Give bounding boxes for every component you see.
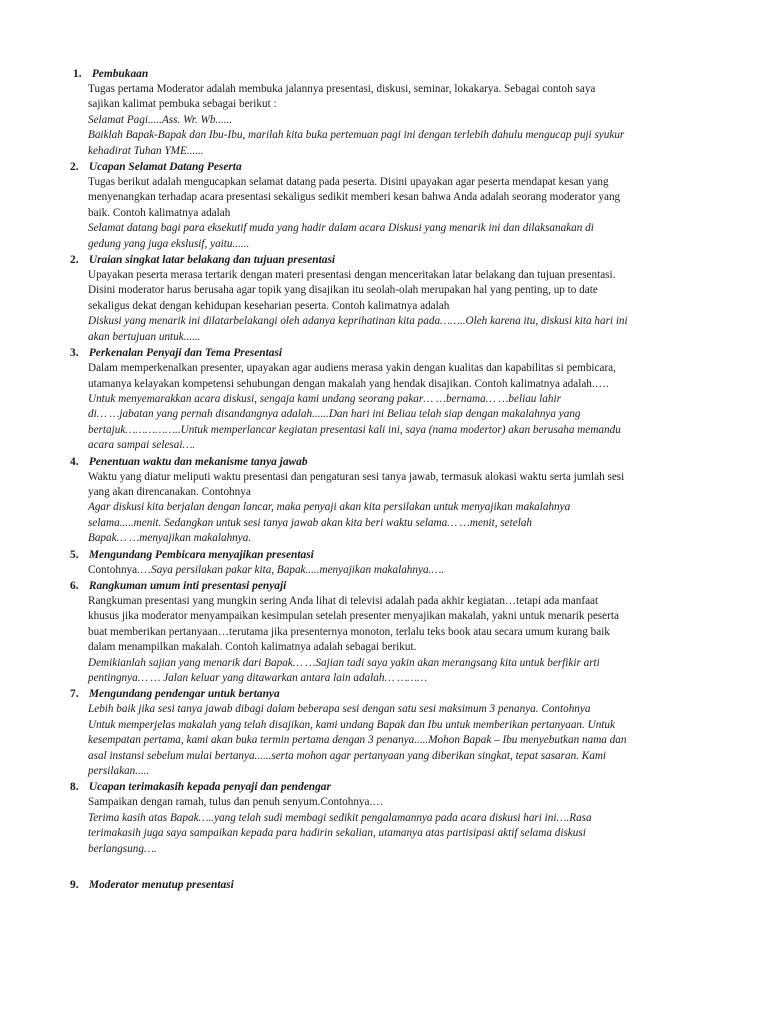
section-title: Penentuan waktu dan mekanisme tanya jawab bbox=[86, 455, 308, 468]
body-paragraph: Rangkuman presentasi yang mungkin sering Anda lihat di televisi adalah pada akhir kegiatan…tetapi ada manfaat khusus jika moderator menyampaikan kesimpulan setelah presenter menyajikan makalah, yakni untuk menarik peserta buat memberikan pertanyaan…terutama jika presenternya monoton, terlalu teks book atau secara umum kurang baik dalam menampilkan makalah. Contoh kalimatnya adalah sebagai berikut. bbox=[88, 594, 619, 654]
section-number: 9. bbox=[70, 879, 79, 892]
example-paragraph: Agar diskusi kita berjalan dengan lancar, maka penyaji akan kita persilakan untuk menyajikan makalahnya selama.....menit. Sedangkan untuk sesi tanya jawab akan kita beri waktu selama… …menit, setelah Bapak… …menyajikan makalahnya. bbox=[88, 501, 571, 545]
section-title: Rangkuman umum inti presentasi penyaji bbox=[86, 579, 287, 592]
section-number: 2. bbox=[70, 254, 79, 267]
body-paragraph: Tugas berikut adalah mengucapkan selamat datang pada peserta. Disini upayakan agar peserta mendapat kesan yang menyenangkan terhadap acara presentasi sekaligus sedikit memberi kesan bahwa Anda adalah seorang moderator yang baik. Contoh kalimatnya adalah bbox=[88, 176, 621, 219]
body-paragraph: Sampaikan dengan ramah, tulus dan penuh senyum.Contohnya.… bbox=[88, 796, 384, 809]
example-paragraph: Untuk menyemarakkan acara diskusi, sengaja kami undang seorang pakar… …bernama… …beliau lahir di… …jabatan yang pernah disandangnya adalah......Dan hari ini Beliau telah siap dengan makalahnya yang bertajuk……………..Untuk memperlancar kegiatan presentasi kali ini, saya (nama modertor) akan berusaha memandu acara sampai selesai…. bbox=[88, 392, 621, 452]
section-number: 8. bbox=[70, 781, 79, 794]
section bbox=[70, 779, 702, 857]
section-heading bbox=[70, 547, 702, 563]
section bbox=[70, 877, 702, 893]
paragraph-lead: Contohnya.… bbox=[88, 563, 152, 576]
section-title: Perkenalan Penyaji dan Tema Presentasi bbox=[86, 347, 283, 360]
example-paragraph: Diskusi yang menarik ini dilatarbelakangi oleh adanya keprihatinan kita pada……..Oleh karena itu, diskusi kita hari ini akan bertujuan untuk...... bbox=[88, 315, 628, 343]
example-paragraph: Terima kasih atas Bapak…..yang telah sudi membagi sedikit pengalamannya pada acara diskusi hari ini….Rasa terimakasih juga saya sampaikan kepada para hadirin sekalian, utamanya atas partisipasi aktif selama diskusi berlangsung…. bbox=[88, 811, 592, 855]
body-paragraph bbox=[88, 563, 702, 578]
section-title: Moderator menutup presentasi bbox=[86, 879, 234, 892]
section-number: 1. bbox=[73, 68, 82, 80]
section-heading bbox=[70, 345, 702, 361]
section bbox=[70, 578, 702, 686]
section bbox=[70, 686, 702, 779]
section-number: 3. bbox=[70, 347, 79, 360]
body-paragraph: Dalam memperkenalkan presenter, upayakan agar audiens merasa yakin dengan kualitas dan kapabilitas si pembicara, utamanya kelayakan kompetensi sehubungan dengan makalah yang hendak disajikan. Contoh kalimatnya adalah.…. bbox=[88, 362, 616, 390]
section bbox=[70, 454, 702, 547]
section-heading bbox=[70, 578, 702, 594]
section-number: 4. bbox=[70, 455, 79, 468]
section-title: Uraian singkat latar belakang dan tujuan presentasi bbox=[86, 254, 336, 267]
section-heading bbox=[70, 454, 702, 470]
section-heading bbox=[70, 686, 702, 702]
section-title: Pembukaan bbox=[89, 68, 149, 80]
section-number: 6. bbox=[70, 579, 79, 592]
section-gap bbox=[70, 857, 702, 877]
example-paragraph: Selamat Pagi.....Ass. Wr. Wb...... bbox=[88, 113, 233, 126]
section bbox=[70, 159, 702, 252]
section-number: 7. bbox=[70, 688, 79, 701]
example-paragraph: Demikianlah sajian yang menarik dari Bapak… …Sajian tadi saya yakin akan merangsang kita untuk berfikir arti pentingnya… … Jalan keluar yang ditawarkan antara lain adalah… ……… bbox=[88, 656, 600, 684]
paragraph-example: Saya persilakan pakar kita, Bapak.....menyajikan makalahnya.…. bbox=[151, 563, 445, 576]
section bbox=[70, 547, 702, 578]
body-paragraph: Upayakan peserta merasa tertarik dengan materi presentasi dengan menceritakan latar belakang dan tujuan presentasi. Disini moderator harus berusaha agar topik yang disajikan itu seolah-olah merupakan hal yang penting, up to date sekaligus dekat dengan kehidupan keseharian peserta. Contoh kalimatnya adalah bbox=[88, 269, 616, 312]
section-title: Mengundang pendengar untuk bertanya bbox=[86, 688, 280, 701]
section-title: Ucapan Selamat Datang Peserta bbox=[86, 161, 242, 174]
example-paragraph: Baiklah Bapak-Bapak dan Ibu-Ibu, marilah kita buka pertemuan pagi ini dengan terlebih dahulu mengucap puji syukur kehadirat Tuhan YME...... bbox=[88, 129, 625, 157]
section-heading bbox=[70, 252, 702, 268]
section-number: 5. bbox=[70, 548, 79, 561]
body-paragraph: Tugas pertama Moderator adalah membuka jalannya presentasi, diskusi, seminar, lokakarya. Sebagai contoh saya sajikan kalimat pembuka sebagai berikut : bbox=[88, 83, 596, 111]
example-paragraph: Lebih baik jika sesi tanya jawab dibagi dalam beberapa sesi dengan satu sesi maksimum 3 penanya. Contohnya Untuk memperjelas makalah yang telah disajikan, kami undang Bapak dan Ibu untuk memberikan pertanyaan. Untuk kesempatan pertama, kami akan buka termin pertama dengan 3 penanya.....Mohon Bapak – Ibu menyebutkan nama dan asal instansi sebelum mulai bertanya......serta mohon agar pertanyaan yang diberikan singkat, tepat sasaran. Kami persilakan..... bbox=[88, 703, 627, 778]
section-heading bbox=[70, 779, 702, 795]
document-page bbox=[70, 66, 702, 893]
body-paragraph: Waktu yang diatur meliputi waktu presentasi dan pengaturan sesi tanya jawab, termasuk alokasi waktu serta jumlah sesi yang akan direncanakan. Contohnya bbox=[88, 470, 625, 498]
section-heading bbox=[70, 877, 702, 893]
section bbox=[70, 66, 702, 159]
section bbox=[70, 252, 702, 345]
section-heading bbox=[70, 66, 702, 82]
section bbox=[70, 345, 702, 453]
section-number: 2. bbox=[70, 161, 79, 174]
example-paragraph: Selamat datang bagi para eksekutif muda yang hadir dalam acara Diskusi yang menarik ini dan dilaksanakan di gedung yang juga ekslusif, yaitu...... bbox=[88, 222, 594, 250]
section-heading bbox=[70, 159, 702, 175]
section-title: Ucapan terimakasih kepada penyaji dan pendengar bbox=[86, 781, 331, 794]
section-title: Mengundang Pembicara menyajikan presentasi bbox=[86, 548, 314, 561]
